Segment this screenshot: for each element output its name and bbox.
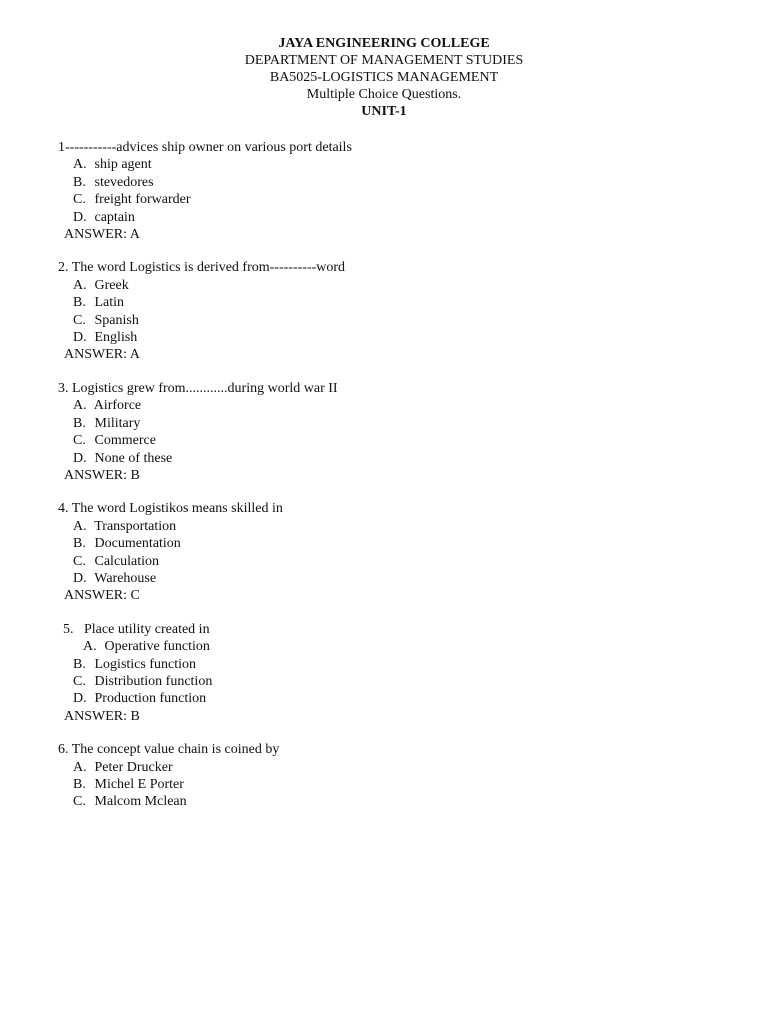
option-a: A. Operative function — [83, 639, 210, 655]
document-subtitle: Multiple Choice Questions. — [306, 87, 462, 102]
answer-line: ANSWER: A — [64, 227, 140, 243]
option-a: A. Greek — [73, 277, 129, 293]
question-4 — [58, 500, 738, 604]
question-list — [58, 139, 738, 827]
option-b: B. stevedores — [73, 174, 154, 190]
option-c: C. Spanish — [73, 312, 139, 328]
question-5 — [58, 621, 738, 725]
option-c: C. Commerce — [73, 433, 156, 449]
answer-line: ANSWER: B — [64, 708, 140, 724]
option-c: C. Calculation — [73, 553, 160, 569]
course-title: BA5025-LOGISTICS MANAGEMENT — [269, 70, 499, 85]
option-c: C. Distribution function — [73, 673, 213, 689]
option-c: C. freight forwarder — [73, 192, 191, 208]
question-text: 3. Logistics grew from............during world war II — [58, 380, 338, 396]
option-d: D. English — [73, 330, 138, 346]
option-a: A. Airforce — [73, 398, 142, 414]
option-b: B. Documentation — [73, 536, 181, 552]
question-6 — [58, 741, 738, 811]
option-a: A. Peter Drucker — [73, 759, 173, 775]
option-a: A. ship agent — [73, 157, 152, 173]
question-2 — [58, 259, 738, 363]
option-b: B. Michel E Porter — [73, 777, 184, 792]
option-d: D. None of these — [73, 450, 173, 466]
answer-line: ANSWER: A — [64, 347, 140, 363]
option-d: D. Production function — [73, 691, 207, 707]
option-b: B. Logistics function — [73, 656, 196, 672]
unit-title: UNIT-1 — [361, 104, 407, 119]
option-c: C. Malcom Mclean — [73, 794, 187, 810]
question-text: 4. The word Logistikos means skilled in — [58, 501, 283, 517]
option-d: D. Warehouse — [73, 570, 157, 586]
document-header — [0, 35, 768, 120]
question-3 — [58, 380, 738, 484]
question-1 — [58, 139, 738, 243]
option-d: D. captain — [73, 209, 135, 225]
option-a: A. Transportation — [73, 518, 177, 534]
question-text: 6. The concept value chain is coined by — [58, 742, 280, 758]
option-b: B. Military — [73, 415, 141, 431]
option-b: B. Latin — [73, 295, 125, 311]
answer-line: ANSWER: C — [64, 588, 140, 604]
question-text: 2. The word Logistics is derived from----------word — [58, 260, 346, 276]
college-name: JAYA ENGINEERING COLLEGE — [278, 36, 490, 51]
department-name: DEPARTMENT OF MANAGEMENT STUDIES — [244, 53, 524, 68]
question-text: 5. Place utility created in — [63, 621, 210, 637]
answer-line: ANSWER: B — [64, 467, 140, 483]
question-text: 1-----------advices ship owner on various port details — [58, 140, 352, 155]
